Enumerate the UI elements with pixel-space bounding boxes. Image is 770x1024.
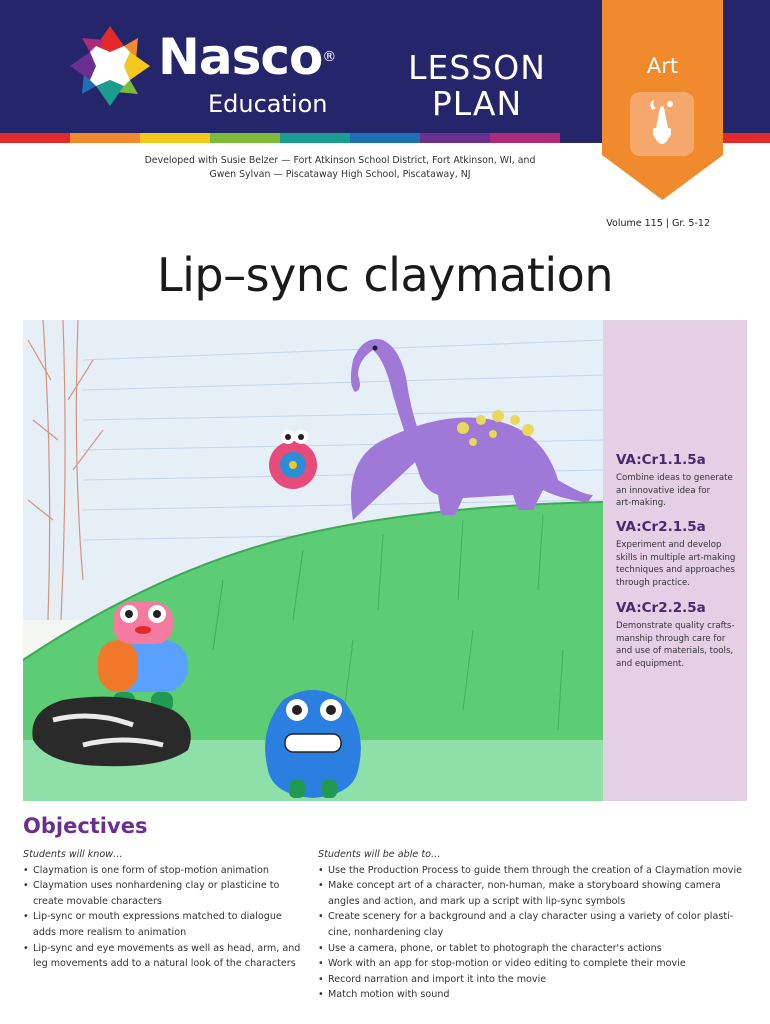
standard-code: VA:Cr2.1.5a xyxy=(616,519,706,535)
list-item-line: • Work with an app for stop-motion or video editing to complete their movie xyxy=(328,958,686,970)
list-item xyxy=(318,972,748,988)
list-item xyxy=(23,909,303,940)
objectives-know-intro: Students will know… xyxy=(23,849,123,860)
standard-desc-line: an innovative idea for xyxy=(616,485,711,496)
list-item xyxy=(318,956,748,972)
registered-mark: ® xyxy=(322,49,336,65)
standard-desc-line: skills in multiple art-making xyxy=(616,552,736,563)
brand-subtitle: Education xyxy=(208,90,328,118)
list-item-line: • Claymation uses nonhardening clay or plasticine to xyxy=(33,880,280,892)
list-item-line: leg movements add to a natural look of the characters xyxy=(33,958,296,970)
standard-description xyxy=(616,620,744,670)
list-item-line: cine, nonhardening clay xyxy=(328,926,444,938)
objectives-know-list xyxy=(23,863,303,972)
credits xyxy=(120,154,560,182)
credits-line1: Developed with Susie Belzer — Fort Atkinson School District, Fort Atkinson, WI, and xyxy=(144,155,536,166)
standard-desc-line: art-making. xyxy=(616,498,666,509)
standard-desc-line: through practice. xyxy=(616,577,690,588)
subject-label: Art xyxy=(646,54,679,78)
standard-desc-line: Combine ideas to generate xyxy=(616,473,733,483)
list-item xyxy=(23,863,303,879)
standard-code: VA:Cr2.2.5a xyxy=(616,600,706,616)
objectives-heading: Objectives xyxy=(23,814,148,838)
list-item xyxy=(23,878,303,909)
list-item-line: • Claymation is one form of stop-motion animation xyxy=(33,864,269,876)
list-item xyxy=(318,863,748,879)
list-item xyxy=(318,878,748,909)
brand-wordmark: Nasco xyxy=(158,28,323,86)
list-item-line: • Record narration and import it into the movie xyxy=(328,973,547,985)
objectives-able-intro: Students will be able to… xyxy=(318,849,441,860)
claymation-photo xyxy=(23,320,603,801)
list-item-line: • Create scenery for a background and a clay character using a variety of color plasti- xyxy=(328,911,734,923)
lesson-plan-line2: PLAN xyxy=(431,84,523,123)
list-item-line: • Use a camera, phone, or tablet to photograph the character's actions xyxy=(328,942,662,954)
list-item xyxy=(318,909,748,940)
standard-description xyxy=(616,539,744,589)
nasco-logo-icon xyxy=(68,24,152,108)
page-title: Lip–sync claymation xyxy=(157,248,613,302)
standard-desc-line: and equipment. xyxy=(616,658,685,669)
credits-line2: Gwen Sylvan — Piscataway High School, Piscataway, NJ xyxy=(209,169,471,180)
standard-item xyxy=(616,451,744,510)
standard-desc-line: Demonstrate quality crafts- xyxy=(616,621,735,631)
objectives-able xyxy=(318,847,748,1003)
list-item-line: angles and action, and mark up a script with lip-sync symbols xyxy=(328,895,626,907)
list-item-line: • Make concept art of a character, non-human, make a storyboard showing camera xyxy=(328,880,721,892)
list-item xyxy=(318,987,748,1003)
standard-code: VA:Cr1.1.5a xyxy=(616,452,706,468)
list-item xyxy=(318,941,748,957)
standard-desc-line: and use of materials, tools, xyxy=(616,646,734,657)
objectives-know xyxy=(23,847,303,972)
standard-item xyxy=(616,599,744,670)
brand-name xyxy=(158,30,335,84)
paintbrush-icon xyxy=(630,92,694,156)
list-item-line: • Lip-sync or mouth expressions matched to dialogue xyxy=(33,911,282,923)
list-item xyxy=(23,941,303,972)
list-item-line: create movable characters xyxy=(33,895,162,907)
standard-desc-line: manship through care for xyxy=(616,633,726,644)
list-item-line: adds more realism to animation xyxy=(33,926,187,938)
volume-grade: Volume 115 | Gr. 5-12 xyxy=(606,218,710,229)
standard-desc-line: techniques and approaches xyxy=(616,565,735,576)
standard-desc-line: Experiment and develop xyxy=(616,540,722,550)
lesson-plan-label xyxy=(392,50,562,122)
lesson-plan-line1: LESSON xyxy=(408,48,546,87)
standard-description xyxy=(616,472,744,510)
list-item-line: • Lip-sync and eye movements as well as head, arm, and xyxy=(33,942,301,954)
list-item-line: • Match motion with sound xyxy=(328,989,450,1001)
standard-item xyxy=(616,518,744,589)
list-item-line: • Use the Production Process to guide them through the creation of a Claymation movie xyxy=(328,864,743,876)
objectives-able-list xyxy=(318,863,748,1003)
